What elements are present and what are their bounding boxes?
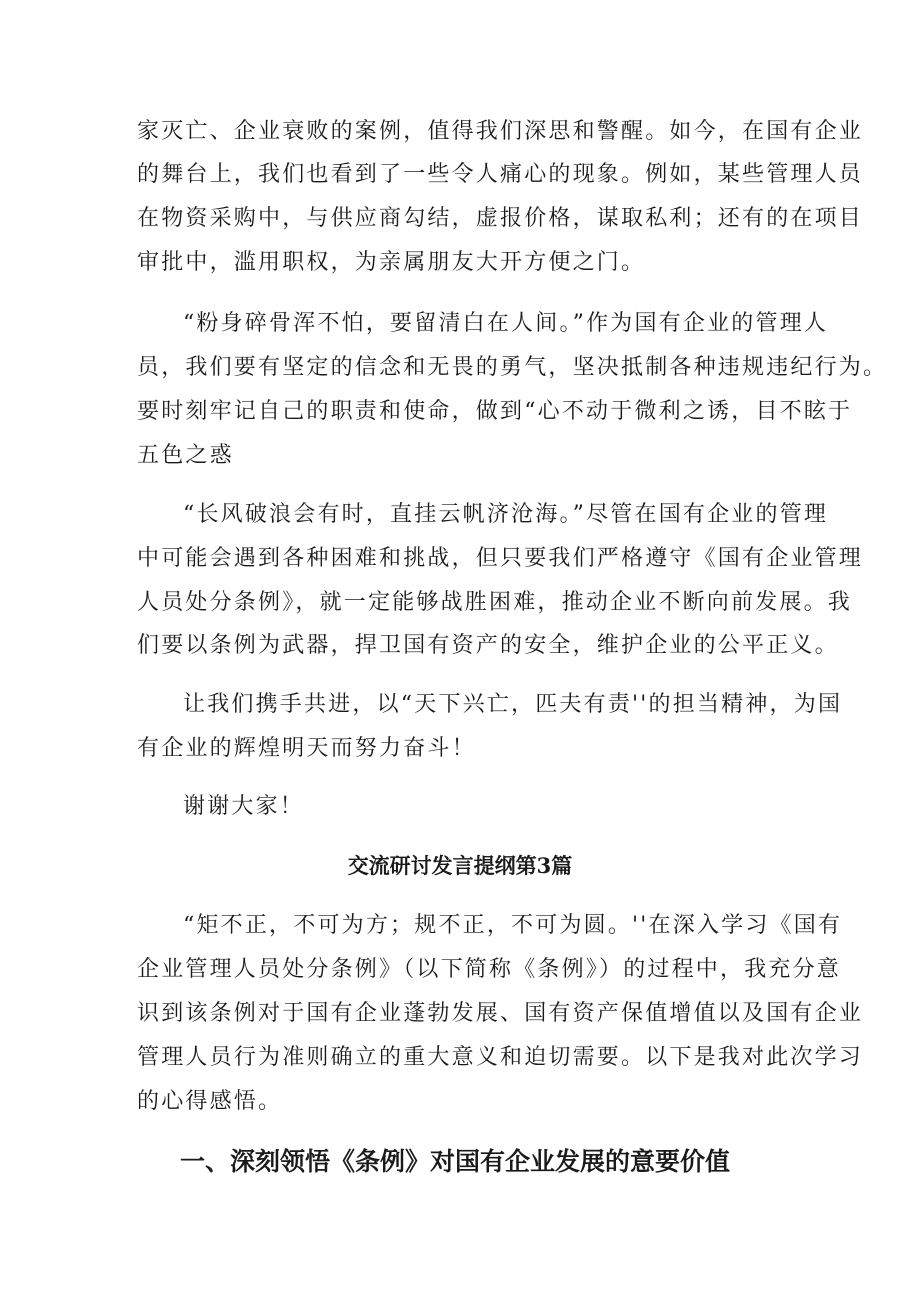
paragraph-line: “矩不正，不可为方；规不正，不可为圆。''在深入学习《国有 bbox=[183, 913, 843, 938]
paragraph-line: 谢谢大家！ bbox=[183, 794, 305, 819]
paragraph-line: 中可能会遇到各种困难和挑战，但只要我们严格遵守《国有企业管理 bbox=[137, 546, 864, 571]
paragraph-line: 在物资采购中，与供应商勾结，虚报价格，谋取私利；还有的在项目 bbox=[137, 206, 864, 231]
section-heading: 一、深刻领悟《条例》对国有企业发展的意要价值 bbox=[180, 1147, 731, 1176]
section-title: 交流研讨发言提纲第3篇 bbox=[347, 853, 573, 878]
paragraph-line: “粉身碎骨浑不怕，要留清白在人间。”作为国有企业的管理人 bbox=[183, 311, 829, 336]
paragraph-line: 让我们携手共进，以“天下兴亡，匹夫有责''的担当精神，为国 bbox=[183, 692, 843, 717]
paragraph-line: 员，我们要有坚定的信念和无畏的勇气，坚决抵制各种违规违纪行为。 bbox=[137, 355, 888, 380]
paragraph-line: 的舞台上，我们也看到了一些令人痛心的现象。例如，某些管理人员 bbox=[137, 162, 864, 187]
paragraph-line: 家灭亡、企业衰败的案例，值得我们深思和警醒。如今，在国有企业 bbox=[137, 119, 864, 144]
paragraph-line: 识到该条例对于国有企业蓬勃发展、国有资产保值增值以及国有企业 bbox=[137, 1001, 864, 1026]
paragraph-line: 有企业的辉煌明天而努力奋斗！ bbox=[137, 736, 476, 761]
paragraph-line: 管理人员行为准则确立的重大意义和迫切需要。以下是我对此次学习 bbox=[137, 1045, 864, 1070]
paragraph-line: 们要以条例为武器，捍卫国有资产的安全，维护企业的公平正义。 bbox=[137, 633, 839, 658]
paragraph-line: 五色之惑 bbox=[137, 443, 234, 468]
paragraph-line: 审批中，滥用职权，为亲属朋友大开方便之门。 bbox=[137, 250, 646, 275]
paragraph-line: “长风破浪会有时，直挂云帆济沧海。”尽管在国有企业的管理 bbox=[183, 502, 829, 527]
paragraph-line: 要时刻牢记自己的职责和使命，做到“心不动于微利之诱，目不眩于 bbox=[137, 399, 853, 424]
paragraph-line: 人员处分条例》，就一定能够战胜困难，推动企业不断向前发展。我 bbox=[137, 590, 853, 615]
paragraph-line: 企业管理人员处分条例》（以下简称《条例》）的过程中，我充分意 bbox=[137, 957, 842, 982]
paragraph-line: 的心得感悟。 bbox=[137, 1089, 283, 1114]
